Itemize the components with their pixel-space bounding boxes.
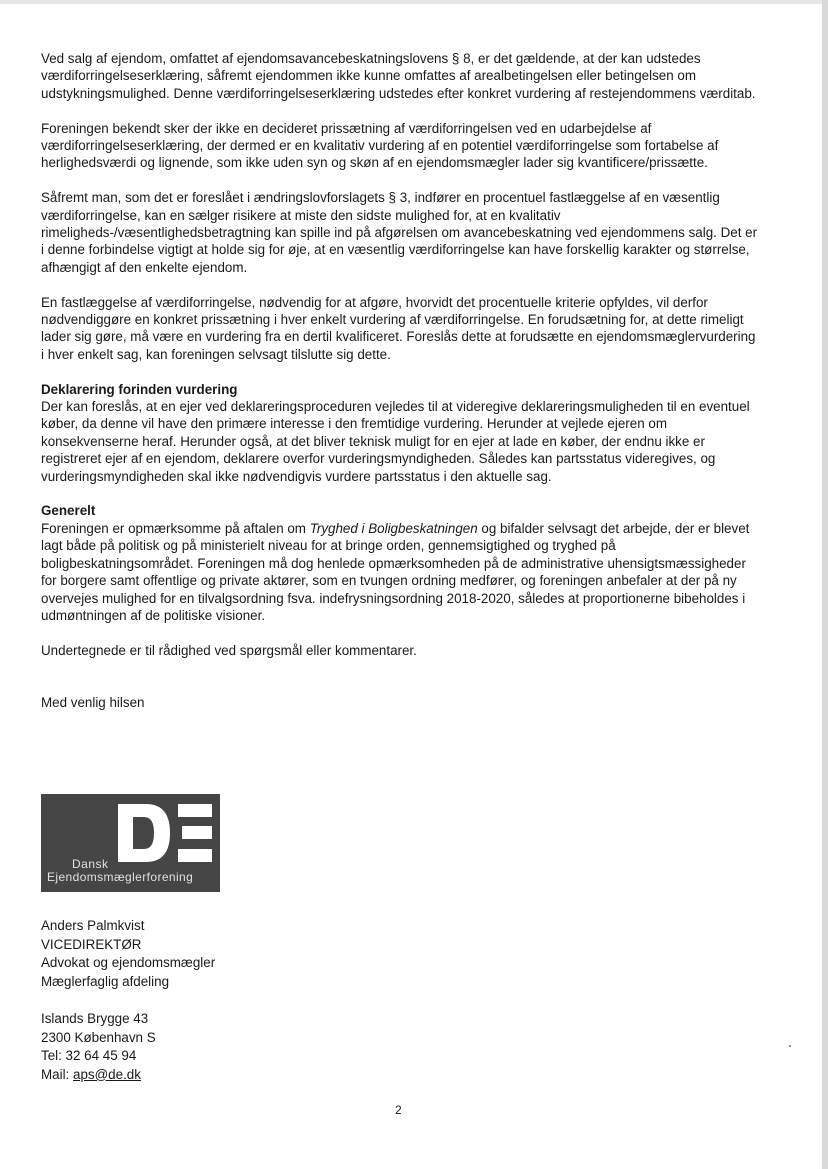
signature-block [41,917,215,991]
mail-label: Mail: [41,1066,73,1082]
page-right-edge [822,0,828,1169]
page-number: 2 [395,1103,402,1117]
de-logo [41,794,220,892]
section-text-generelt [41,520,761,624]
page-top-edge [0,0,828,4]
generelt-text-end: og bifalder selvsagt det arbejde, der er blevet lagt både på politisk og på ministerielt niveau for at bringe orden, gennemsigtighed og tryghed på boligbeskatningsområdet. Foreningen må dog henlede opmærksomheden på de administrative uhensigtsmæssigheder for borgere samt offentlige og private aktører, som en tvungen ordning medfører, og foreningen anbefaler at der på ny overvejes mulighed for en tilvalgsordning fsva. indefrysningsordning 2018-2020, således at proportionerne bibeholdes i udmøntningen af de politiske visioner. [41,520,750,623]
signer-title: VICEDIREKTØR [41,936,142,952]
address-phone: Tel: 32 64 45 94 [41,1048,137,1064]
paragraph-2: Foreningen bekendt sker der ikke en decideret prissætning af værdiforringelsen ved en udarbejdelse af værdiforringelseserklæring, der dermed er en kvalitativ vurdering af en potentiel værdiforringelse som fortabelse af herlighedsværdi og lignende, som ikke uden syn og skøn af en ejendomsmægler lader sig kvantificere/prissætte. [41,120,719,171]
section-heading-generelt: Generelt [41,503,96,519]
availability-text: Undertegnede er til rådighed ved spørgsmål eller kommentarer. [41,642,417,658]
address-block [41,1010,156,1084]
address-mail [41,1066,156,1085]
generelt-text-start: Foreningen er opmærksomme på aftalen om [41,520,310,536]
scan-speck [789,1045,791,1047]
de-logo-mark-icon [116,800,216,866]
logo-line-ejendomsmaeglerforening: Ejendomsmæglerforening [47,870,194,884]
address-city: 2300 København S [41,1029,156,1045]
signer-role: Advokat og ejendomsmægler [41,955,216,971]
signer-name: Anders Palmkvist [41,918,145,933]
section-heading-deklarering: Deklarering forinden vurdering [41,381,238,397]
section-text-deklarering: Der kan foreslås, at en ejer ved deklareringsproceduren vejledes til at videregive deklareringsmuligheden til en eventuel køber, da denne vil have den primære interesse i den fremtidige vurdering. Herunder at vejlede ejeren om konsekvenserne heraf. Herunder også, at det bliver teknisk muligt for en ejer at lade en køber, der endnu ikke er registreret ejer af en ejendom, deklarere overfor vurderingsmyndigheden. Således kan partsstatus videregives, og vurderingsmyndigheden skal ikke nødvendigvis vurdere partsstatus i den aktuelle sag. [41,399,750,484]
letter-body [41,50,761,711]
greeting: Med venlig hilsen [41,694,145,710]
generelt-text-italic: Tryghed i Boligbeskatningen [309,520,478,536]
address-street: Islands Brygge 43 [41,1011,149,1026]
paragraph-1: Ved salg af ejendom, omfattet af ejendomsavancebeskatningslovens § 8, er det gældende, at der kan udstedes værdiforringelseserklæring, såfremt ejendommen ikke kunne omfattes af arealbetingelsen eller betingelsen om udstykningsmulighed. Denne værdiforringelseserklæring udstedes efter konkret vurdering af restejendommens værditab. [41,51,756,101]
mail-link[interactable]: aps@de.dk [73,1066,141,1082]
logo-line-dansk: Dansk [72,857,109,871]
paragraph-3: Såfremt man, som det er foreslået i ændringslovforslagets § 3, indfører en procentuel fastlæggelse af en væsentlig værdiforringelse, kan en sælger risikere at miste den sidste mulighed for, at en kvalitativ rimeligheds-/væsentlighedsbetragtning kan spille ind på afgørelsen om avancebeskatning ved ejendommens salg. Det er i denne forbindelse vigtigt at holde sig for øje, at en væsentlig værdiforringelse kan have forskellig karakter og størrelse, afhængigt af den enkelte ejendom. [41,190,758,275]
paragraph-4: En fastlæggelse af værdiforringelse, nødvendig for at afgøre, hvorvidt det procentuelle kriterie opfyldes, vil derfor nødvendiggøre en konkret prissætning i hver enkelt vurdering af værdiforringelse. En forudsætning for, at dette rimeligt lader sig gøre, må være en vurdering fra en dertil kvalificeret. Foreslås dette at forudsætte en ejendomsmæglervurdering i hver enkelt sag, kan foreningen selvsagt tilslutte sig dette. [41,294,756,362]
signer-department: Mæglerfaglig afdeling [41,973,170,989]
